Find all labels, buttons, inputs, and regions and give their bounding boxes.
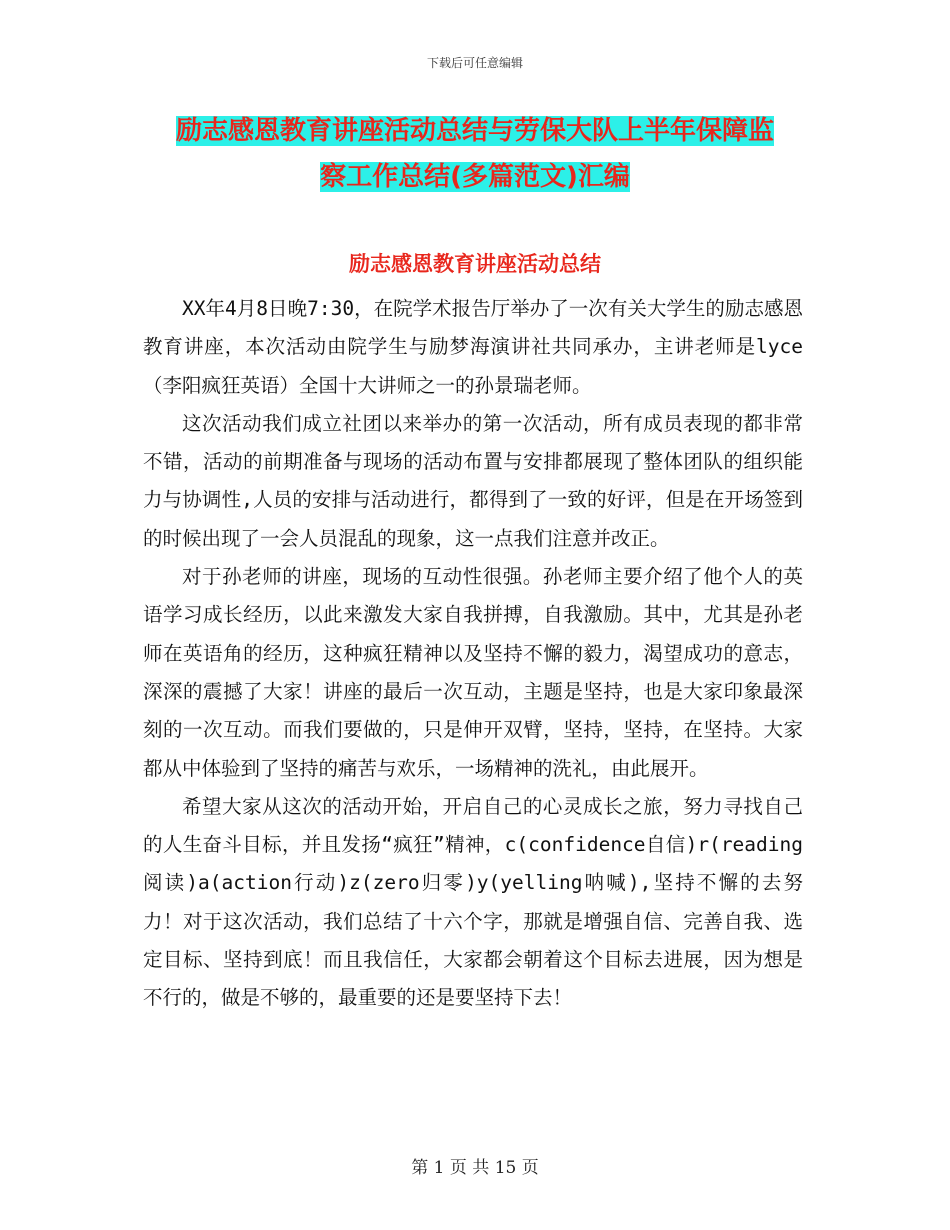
header-note: 下载后可任意编辑	[426, 56, 523, 70]
document-title	[140, 108, 810, 200]
paragraph-1: XX年4月8日晚7:30，在院学术报告厅举办了一次有关大学生的励志感恩教育讲座，本次活动由院学生与励梦海演讲社共同承办，主讲老师是lyce（李阳疯狂英语）全国十大讲师之一的孙景瑞老师。	[143, 297, 803, 397]
document-title-line-1: 励志感恩教育讲座活动总结与劳保大队上半年保障监	[175, 116, 774, 146]
paragraph-2: 这次活动我们成立社团以来举办的第一次活动，所有成员表现的都非常不错，活动的前期准备与现场的活动布置与安排都展现了整体团队的组织能力与协调性,人员的安排与活动进行，都得到了一致的好评，但是在开场签到的时候出现了一会人员混乱的现象，这一点我们注意并改正。	[143, 411, 803, 550]
document-title-line-2: 察工作总结(多篇范文)汇编	[320, 162, 630, 192]
section-title: 励志感恩教育讲座活动总结	[349, 252, 601, 276]
paragraph-4: 希望大家从这次的活动开始，开启自己的心灵成长之旅，努力寻找自己的人生奋斗目标，并且发扬“疯狂”精神，c(confidence自信)r(reading阅读)a(action行动)z(zero归零)y(yelling呐喊),坚持不懈的去努力！对于这次活动，我们总结了十六个字，那就是增强自信、完善自我、选定目标、坚持到底！而且我信任，大家都会朝着这个目标去进展，因为想是不行的，做是不够的，最重要的还是要坚持下去！	[143, 794, 803, 1010]
page-footer: 第 1 页 共 15 页	[411, 1158, 539, 1178]
paragraph-3: 对于孙老师的讲座，现场的互动性很强。孙老师主要介绍了他个人的英语学习成长经历，以此来激发大家自我拼搏，自我激励。其中，尤其是孙老师在英语角的经历，这种疯狂精神以及坚持不懈的毅力，渴望成功的意志，深深的震撼了大家！讲座的最后一次互动，主题是坚持，也是大家印象最深刻的一次互动。而我们要做的，只是伸开双臂，坚持，坚持，在坚持。大家都从中体验到了坚持的痛苦与欢乐，一场精神的洗礼，由此展开。	[143, 565, 803, 780]
article-body	[143, 290, 803, 1018]
